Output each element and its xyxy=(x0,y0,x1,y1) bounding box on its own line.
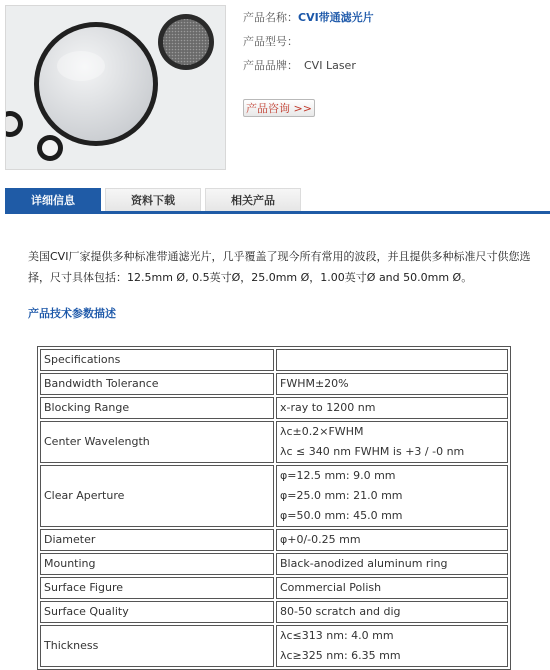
spec-value-line: φ+0/-0.25 mm xyxy=(280,533,361,546)
spec-value-line: φ=12.5 mm: 9.0 mm xyxy=(280,469,396,482)
spec-value-line: FWHM±20% xyxy=(280,377,349,390)
spec-table-wrapper xyxy=(37,346,511,670)
table-row xyxy=(40,465,508,527)
table-row xyxy=(40,625,508,667)
spec-name-cell: Bandwidth Tolerance xyxy=(40,373,274,395)
spec-name-cell: Surface Quality xyxy=(40,601,274,623)
table-row xyxy=(40,601,508,623)
spec-name-cell: Clear Aperture xyxy=(40,465,274,527)
spec-value-line: φ=25.0 mm: 21.0 mm xyxy=(280,489,403,502)
table-row xyxy=(40,373,508,395)
table-row xyxy=(40,397,508,419)
spec-value-cell xyxy=(276,553,508,575)
spec-header-cell: Specifications xyxy=(40,349,274,371)
product-inquiry-button[interactable]: 产品咨询 >> xyxy=(243,99,315,117)
spec-value-line: x-ray to 1200 nm xyxy=(280,401,376,414)
product-description: 美国CVI厂家提供多种标准带通滤光片，几乎覆盖了现今所有常用的波段，并且提供多种标准尺寸供您选择，尺寸具体包括：12.5mm Ø, 0.5英寸Ø，25.0mm Ø，1.00英寸Ø and 50.0mm Ø。 xyxy=(28,250,531,284)
spec-value-cell xyxy=(276,601,508,623)
spec-value-cell xyxy=(276,373,508,395)
spec-value-line: 80-50 scratch and dig xyxy=(280,605,401,618)
spec-value-cell xyxy=(276,529,508,551)
tab-related-products[interactable]: 相关产品 xyxy=(205,188,301,211)
section-title: 产品技术参数描述 xyxy=(28,307,116,320)
spec-name-cell: Blocking Range xyxy=(40,397,274,419)
tab-details[interactable]: 详细信息 xyxy=(5,188,101,214)
table-row xyxy=(40,421,508,463)
spec-value-line: Black-anodized aluminum ring xyxy=(280,557,448,570)
spec-value-cell xyxy=(276,625,508,667)
spec-name-cell: Diameter xyxy=(40,529,274,551)
product-brand-row xyxy=(243,58,374,82)
tab-bar xyxy=(5,188,550,214)
spec-value-line: Commercial Polish xyxy=(280,581,382,594)
product-brand-label: 产品品牌： xyxy=(243,59,298,72)
table-row xyxy=(40,349,508,371)
spec-header-empty-cell xyxy=(276,349,508,371)
spec-name-cell: Mounting xyxy=(40,553,274,575)
spec-value-line: λc ≤ 340 nm FWHM is +3 / -0 nm xyxy=(280,445,465,458)
product-name-label: 产品名称： xyxy=(243,11,298,24)
table-row xyxy=(40,553,508,575)
spec-name-cell: Center Wavelength xyxy=(40,421,274,463)
spec-value-line: φ=50.0 mm: 45.0 mm xyxy=(280,509,403,522)
tab-downloads[interactable]: 资料下载 xyxy=(105,188,201,211)
spec-value-cell xyxy=(276,577,508,599)
product-info xyxy=(243,10,374,82)
spec-value-cell xyxy=(276,465,508,527)
tab-bar-underline xyxy=(5,211,550,214)
spec-value-line: λc≤313 nm: 4.0 mm xyxy=(280,629,394,642)
spec-value-line: λc≥325 nm: 6.35 mm xyxy=(280,649,401,662)
table-row xyxy=(40,577,508,599)
product-image xyxy=(5,5,226,170)
spec-value-cell xyxy=(276,397,508,419)
product-model-row xyxy=(243,34,374,58)
spec-name-cell: Surface Figure xyxy=(40,577,274,599)
product-model-label: 产品型号： xyxy=(243,35,298,48)
table-row xyxy=(40,529,508,551)
product-brand-value: CVI Laser xyxy=(304,59,356,72)
product-name-value: CVI带通滤光片 xyxy=(298,11,374,24)
product-name-row xyxy=(243,10,374,34)
spec-name-cell: Thickness xyxy=(40,625,274,667)
spec-table xyxy=(37,346,511,670)
filter-rings-illustration xyxy=(6,6,225,169)
spec-value-cell xyxy=(276,421,508,463)
spec-value-line: λc±0.2×FWHM xyxy=(280,425,364,438)
